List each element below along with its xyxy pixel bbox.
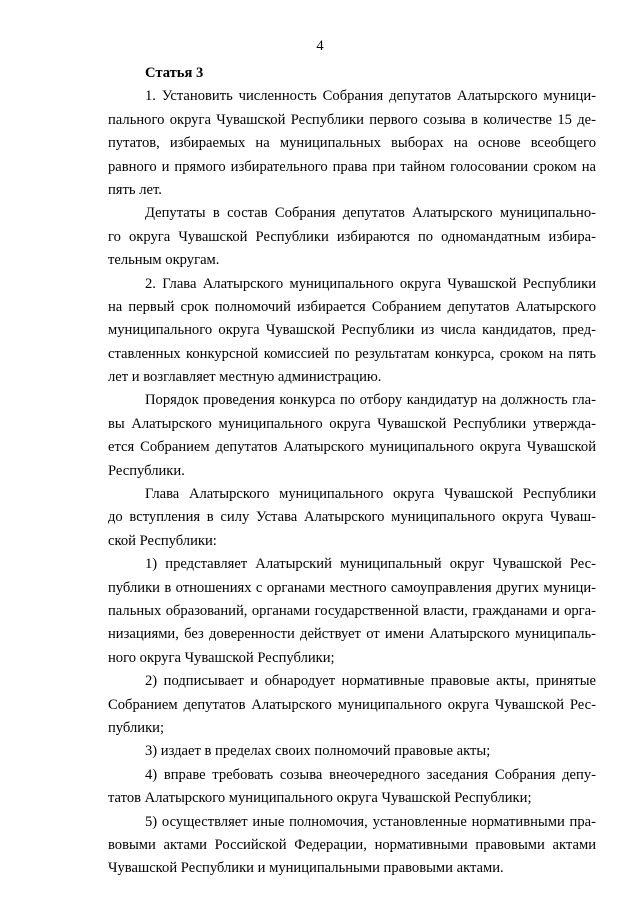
document-body xyxy=(108,62,596,881)
paragraph-line: татов Алатырского муниципального округа Чувашской Республики; xyxy=(108,790,532,807)
paragraph-line: тельным округам. xyxy=(108,252,220,269)
paragraph-line: ного округа Чувашской Республики; xyxy=(108,649,335,666)
paragraph xyxy=(108,85,596,202)
paragraph-line: го округа Чувашской Республики избираются по одномандатным избира- xyxy=(108,228,596,245)
paragraph-line: путатов, избираемых на муниципальных выборах на основе всеобщего xyxy=(108,135,596,152)
paragraph xyxy=(108,483,596,553)
paragraph xyxy=(108,273,596,390)
paragraph-line: 2) подписывает и обнародует нормативные правовые акты, принятые xyxy=(145,673,596,690)
paragraph-line: вовыми актами Российской Федерации, нормативными правовыми актами xyxy=(108,836,596,853)
article-heading: Статья 3 xyxy=(145,65,204,81)
paragraph-line: Глава Алатырского муниципального округа Чувашской Республики xyxy=(145,486,596,503)
paragraph-line: публики в отношениях с органами местного самоуправления других муници- xyxy=(108,579,596,596)
paragraph-line: вы Алатырского муниципального округа Чувашской Республики утвержда- xyxy=(108,415,596,432)
paragraph-line: 1) представляет Алатырский муниципальный округ Чувашской Рес- xyxy=(145,556,596,573)
paragraph-line: лет и возглавляет местную администрацию. xyxy=(108,369,382,386)
paragraph-line: ской Республики: xyxy=(108,532,217,549)
paragraph xyxy=(108,740,596,763)
paragraph xyxy=(108,389,596,483)
paragraph xyxy=(108,764,596,811)
paragraph-line: пять лет. xyxy=(108,181,162,198)
paragraph xyxy=(108,811,596,881)
paragraph xyxy=(108,202,596,272)
paragraph-line: Порядок проведения конкурса по отбору кандидатур на должность гла- xyxy=(145,392,596,409)
paragraph-line: муниципального округа Чувашской Республики из числа кандидатов, пред- xyxy=(108,322,596,339)
paragraph-line: публики; xyxy=(108,719,165,736)
paragraph-line: пальных образований, органами государственной власти, гражданами и орга- xyxy=(108,602,596,619)
paragraph-line: 5) осуществляет иные полномочия, установленные нормативными пра- xyxy=(145,813,596,830)
paragraph-line: до вступления в силу Устава Алатырского муниципального округа Чуваш- xyxy=(108,509,596,526)
page-number: 4 xyxy=(316,38,324,54)
paragraph-line: ется Собранием депутатов Алатырского муниципального округа Чувашской xyxy=(108,439,596,456)
paragraph-line: на первый срок полномочий избирается Собранием депутатов Алатырского xyxy=(108,298,596,315)
paragraph-line: 1. Установить численность Собрания депутатов Алатырского муници- xyxy=(145,88,596,105)
paragraph-line: ставленных конкурсной комиссией по результатам конкурса, сроком на пять xyxy=(108,345,596,362)
paragraph-line: 4) вправе требовать созыва внеочередного заседания Собрания депу- xyxy=(145,766,596,783)
paragraph xyxy=(108,670,596,740)
paragraph-line: 3) издает в пределах своих полномочий правовые акты; xyxy=(145,743,491,760)
paragraph-line: пального округа Чувашской Республики первого созыва в количестве 15 де- xyxy=(108,111,596,128)
paragraph-line: Депутаты в состав Собрания депутатов Алатырского муниципально- xyxy=(145,205,596,222)
paragraph-line: Чувашской Республики и муниципальными правовыми актами. xyxy=(108,860,504,877)
paragraph-line: Собранием депутатов Алатырского муниципального округа Чувашской Рес- xyxy=(108,696,596,713)
paragraph-line: низациями, без доверенности действует от имени Алатырского муниципаль- xyxy=(108,626,596,643)
paragraph-line: 2. Глава Алатырского муниципального округа Чувашской Республики xyxy=(145,275,596,292)
paragraph-line: Республики. xyxy=(108,462,185,479)
paragraph xyxy=(108,553,596,670)
paragraph-line: равного и прямого избирательного права при тайном голосовании сроком на xyxy=(108,158,596,175)
